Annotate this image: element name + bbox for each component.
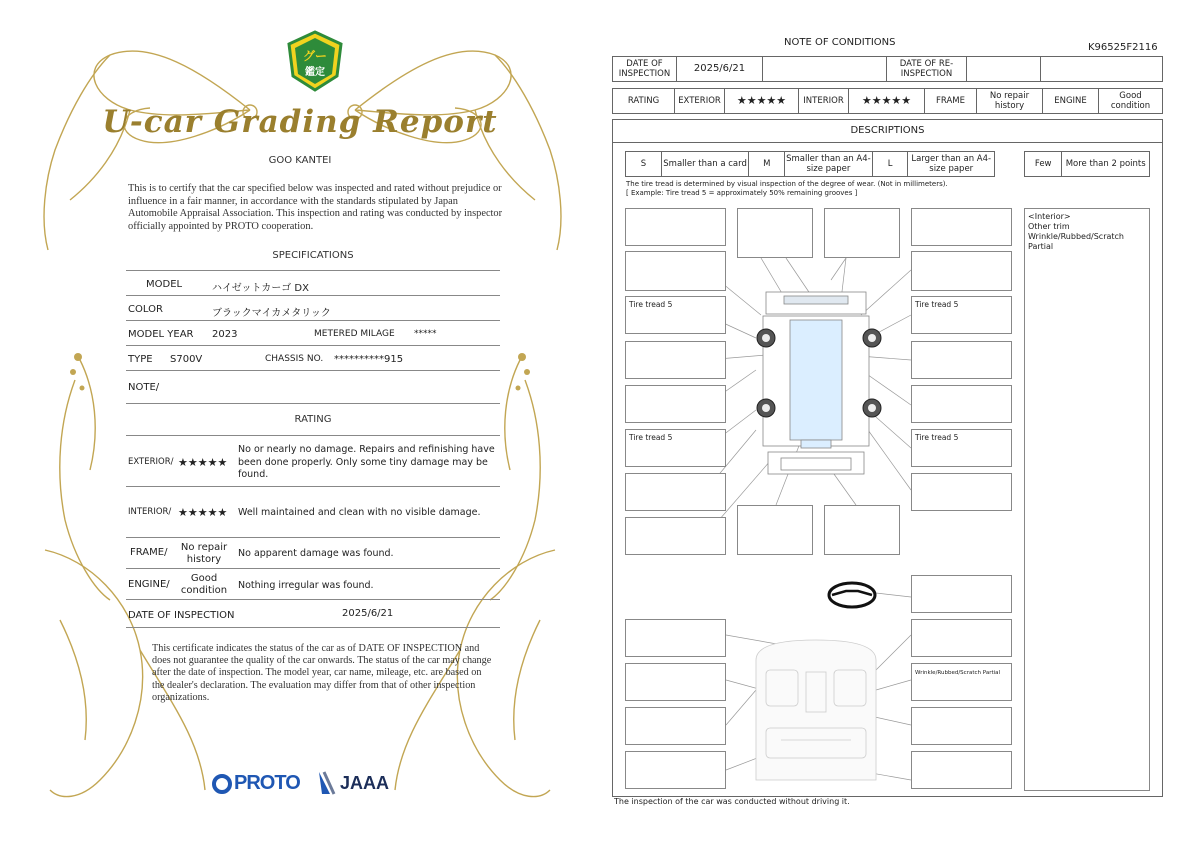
exterior-label: EXTERIOR	[675, 89, 725, 114]
tire-rear-right-box	[911, 429, 1012, 467]
interior-note-box	[911, 751, 1012, 789]
brand-name: GOO KANTEI	[268, 155, 332, 166]
interior-note-box	[625, 751, 726, 789]
steering-wheel-icon	[829, 583, 875, 607]
damage-note-box	[625, 341, 726, 379]
conditions-title: NOTE OF CONDITIONS	[784, 37, 896, 48]
legend-code: S	[626, 152, 662, 176]
engine-value: Good condition	[1099, 89, 1163, 114]
interior-item: Other trim	[1028, 222, 1070, 231]
model-year-value: 2023	[212, 329, 238, 340]
steering-note-box	[911, 575, 1012, 613]
interior-item: Partial	[1028, 242, 1054, 251]
damage-note-box	[824, 505, 900, 555]
interior-summary-box	[1024, 208, 1150, 791]
damage-note-box	[625, 385, 726, 423]
type-label: TYPE	[128, 354, 153, 365]
spec-row-model	[126, 271, 500, 296]
tire-tread-label: Tire tread 5	[915, 433, 959, 442]
rating-row-frame	[126, 538, 500, 569]
rating-row-engine	[126, 569, 500, 600]
engine-description: Nothing irregular was found.	[238, 580, 374, 591]
date-of-inspection-label: DATE OF INSPECTION	[128, 610, 235, 621]
model-label: MODEL	[146, 279, 183, 290]
damage-note-box	[737, 505, 813, 555]
report-title: U-car Grading Report	[102, 104, 498, 140]
chassis-label: CHASSIS NO.	[265, 354, 324, 364]
legend-text: Larger than an A4-size paper	[911, 154, 992, 174]
spec-row-color	[126, 296, 500, 321]
date-of-inspection-value: 2025/6/21	[677, 57, 763, 82]
tire-tread-label: Tire tread 5	[915, 300, 959, 309]
tread-note-line: The tire tread is determined by visual inspection of the degree of wear. (Not in millimeters).	[626, 180, 948, 188]
tire-tread-label: Tire tread 5	[629, 300, 673, 309]
chassis-value: **********915	[334, 354, 404, 365]
exterior-stars: ★★★★★	[725, 89, 799, 114]
specifications-heading: SPECIFICATIONS	[272, 250, 354, 261]
engine-label: ENGINE/	[128, 579, 170, 590]
damage-note-box	[911, 208, 1012, 246]
color-label: COLOR	[128, 304, 163, 315]
svg-text:鑑定: 鑑定	[305, 67, 325, 78]
exterior-description: No or nearly no damage. Repairs and refinishing have been done properly. Only some tiny damage may be found.	[238, 444, 495, 480]
damage-note-box	[625, 517, 726, 555]
goo-kantei-badge-icon	[287, 30, 343, 92]
rating-row-date	[126, 600, 500, 628]
mileage-label: METERED MILAGE	[314, 329, 395, 339]
exterior-label: EXTERIOR/	[128, 457, 174, 467]
interior-trim-note: Wrinkle/Rubbed/Scratch Partial	[915, 670, 1001, 676]
damage-note-box	[625, 473, 726, 511]
tread-note-example: [ Example: Tire tread 5 = approximately 50% remaining grooves ]	[626, 189, 858, 197]
damage-note-box	[911, 473, 1012, 511]
partner-logos	[212, 768, 412, 798]
report-id: K96525F2116	[1088, 42, 1158, 53]
certification-statement: This is to certify that the car specified below was inspected and rated without prejudice or influence in a fair manner, in accordance with the standards stipulated by Japan Automobile Appraisal Association. This inspection and rating was conducted by inspector officially appointed by PROTO cooperation.	[128, 183, 503, 232]
spec-row-type	[126, 346, 500, 371]
damage-note-box	[625, 251, 726, 291]
model-value: ハイゼットカーゴ DX	[212, 283, 309, 294]
proto-logo-text: PROTO	[234, 772, 300, 794]
interior-stars: ★★★★★	[849, 89, 925, 114]
interior-description: Well maintained and clean with no visible damage.	[238, 507, 481, 518]
descriptions-heading: DESCRIPTIONS	[612, 119, 1163, 143]
note-label: NOTE/	[128, 382, 160, 393]
tire-front-right-box	[911, 296, 1012, 334]
legend-code: L	[873, 152, 909, 176]
damage-note-box	[911, 385, 1012, 423]
frame-description: No apparent damage was found.	[238, 548, 394, 559]
mileage-value: *****	[414, 329, 437, 339]
frame-label: FRAME	[925, 89, 977, 114]
tire-front-left-box	[625, 296, 726, 334]
tire-tread-label: Tire tread 5	[629, 433, 673, 442]
frame-value: No repair history	[180, 542, 228, 565]
model-year-label: MODEL YEAR	[128, 329, 194, 340]
damage-note-box	[625, 208, 726, 246]
rating-row-interior	[126, 487, 500, 538]
rating-heading: RATING	[294, 414, 332, 425]
interior-note-box	[625, 663, 726, 701]
date-of-inspection-value: 2025/6/21	[342, 608, 394, 619]
engine-label: ENGINE	[1043, 89, 1099, 114]
damage-note-box	[737, 208, 813, 258]
frame-label: FRAME/	[130, 547, 168, 558]
svg-text:グー: グー	[302, 49, 328, 63]
spec-row-note	[126, 371, 500, 404]
rating-label: RATING	[613, 89, 675, 114]
interior-stars: ★★★★★	[178, 506, 228, 519]
note-of-conditions	[606, 0, 1200, 848]
interior-trim-note-box	[911, 663, 1012, 701]
jaaa-logo-text: JAAA	[340, 773, 390, 793]
interior-note-box	[911, 619, 1012, 657]
date-of-inspection-label: DATE OF INSPECTION	[613, 57, 677, 82]
certificate-disclaimer: This certificate indicates the status of the car as of DATE OF INSPECTION and does not guarantee the quality of the car onwards. The status of the car may change after the date of inspection. The model year, car name, mileage, etc. are based on the dealer's declaration. The evaluation may differ from that of other inspection organizations.	[152, 643, 492, 703]
damage-note-box	[911, 341, 1012, 379]
legend-text: Smaller than an A4-size paper	[786, 154, 871, 174]
legend-few-code: Few	[1025, 152, 1062, 176]
damage-note-box	[911, 251, 1012, 291]
damage-note-box	[824, 208, 900, 258]
interior-note-box	[625, 619, 726, 657]
legend-code: M	[749, 152, 785, 176]
exterior-stars: ★★★★★	[178, 456, 228, 469]
legend-few-text: More than 2 points	[1065, 159, 1146, 169]
tire-rear-left-box	[625, 429, 726, 467]
interior-label: INTERIOR	[799, 89, 849, 114]
interior-note-box	[911, 707, 1012, 745]
legend-text: Smaller than a card	[662, 152, 750, 176]
interior-heading: <Interior>	[1028, 212, 1071, 221]
interior-label: INTERIOR/	[128, 507, 172, 517]
color-value: ブラックマイカメタリック	[212, 308, 331, 319]
frame-value: No repair history	[977, 89, 1043, 114]
interior-note-box	[625, 707, 726, 745]
type-value: S700V	[170, 354, 203, 365]
engine-value: Good condition	[180, 573, 228, 596]
interior-item: Wrinkle/Rubbed/Scratch	[1028, 232, 1124, 241]
rating-row-exterior	[126, 436, 500, 487]
spec-row-year	[126, 321, 500, 346]
inspection-footnote: The inspection of the car was conducted without driving it.	[614, 797, 850, 806]
re-inspection-label: DATE OF RE-INSPECTION	[887, 57, 967, 82]
